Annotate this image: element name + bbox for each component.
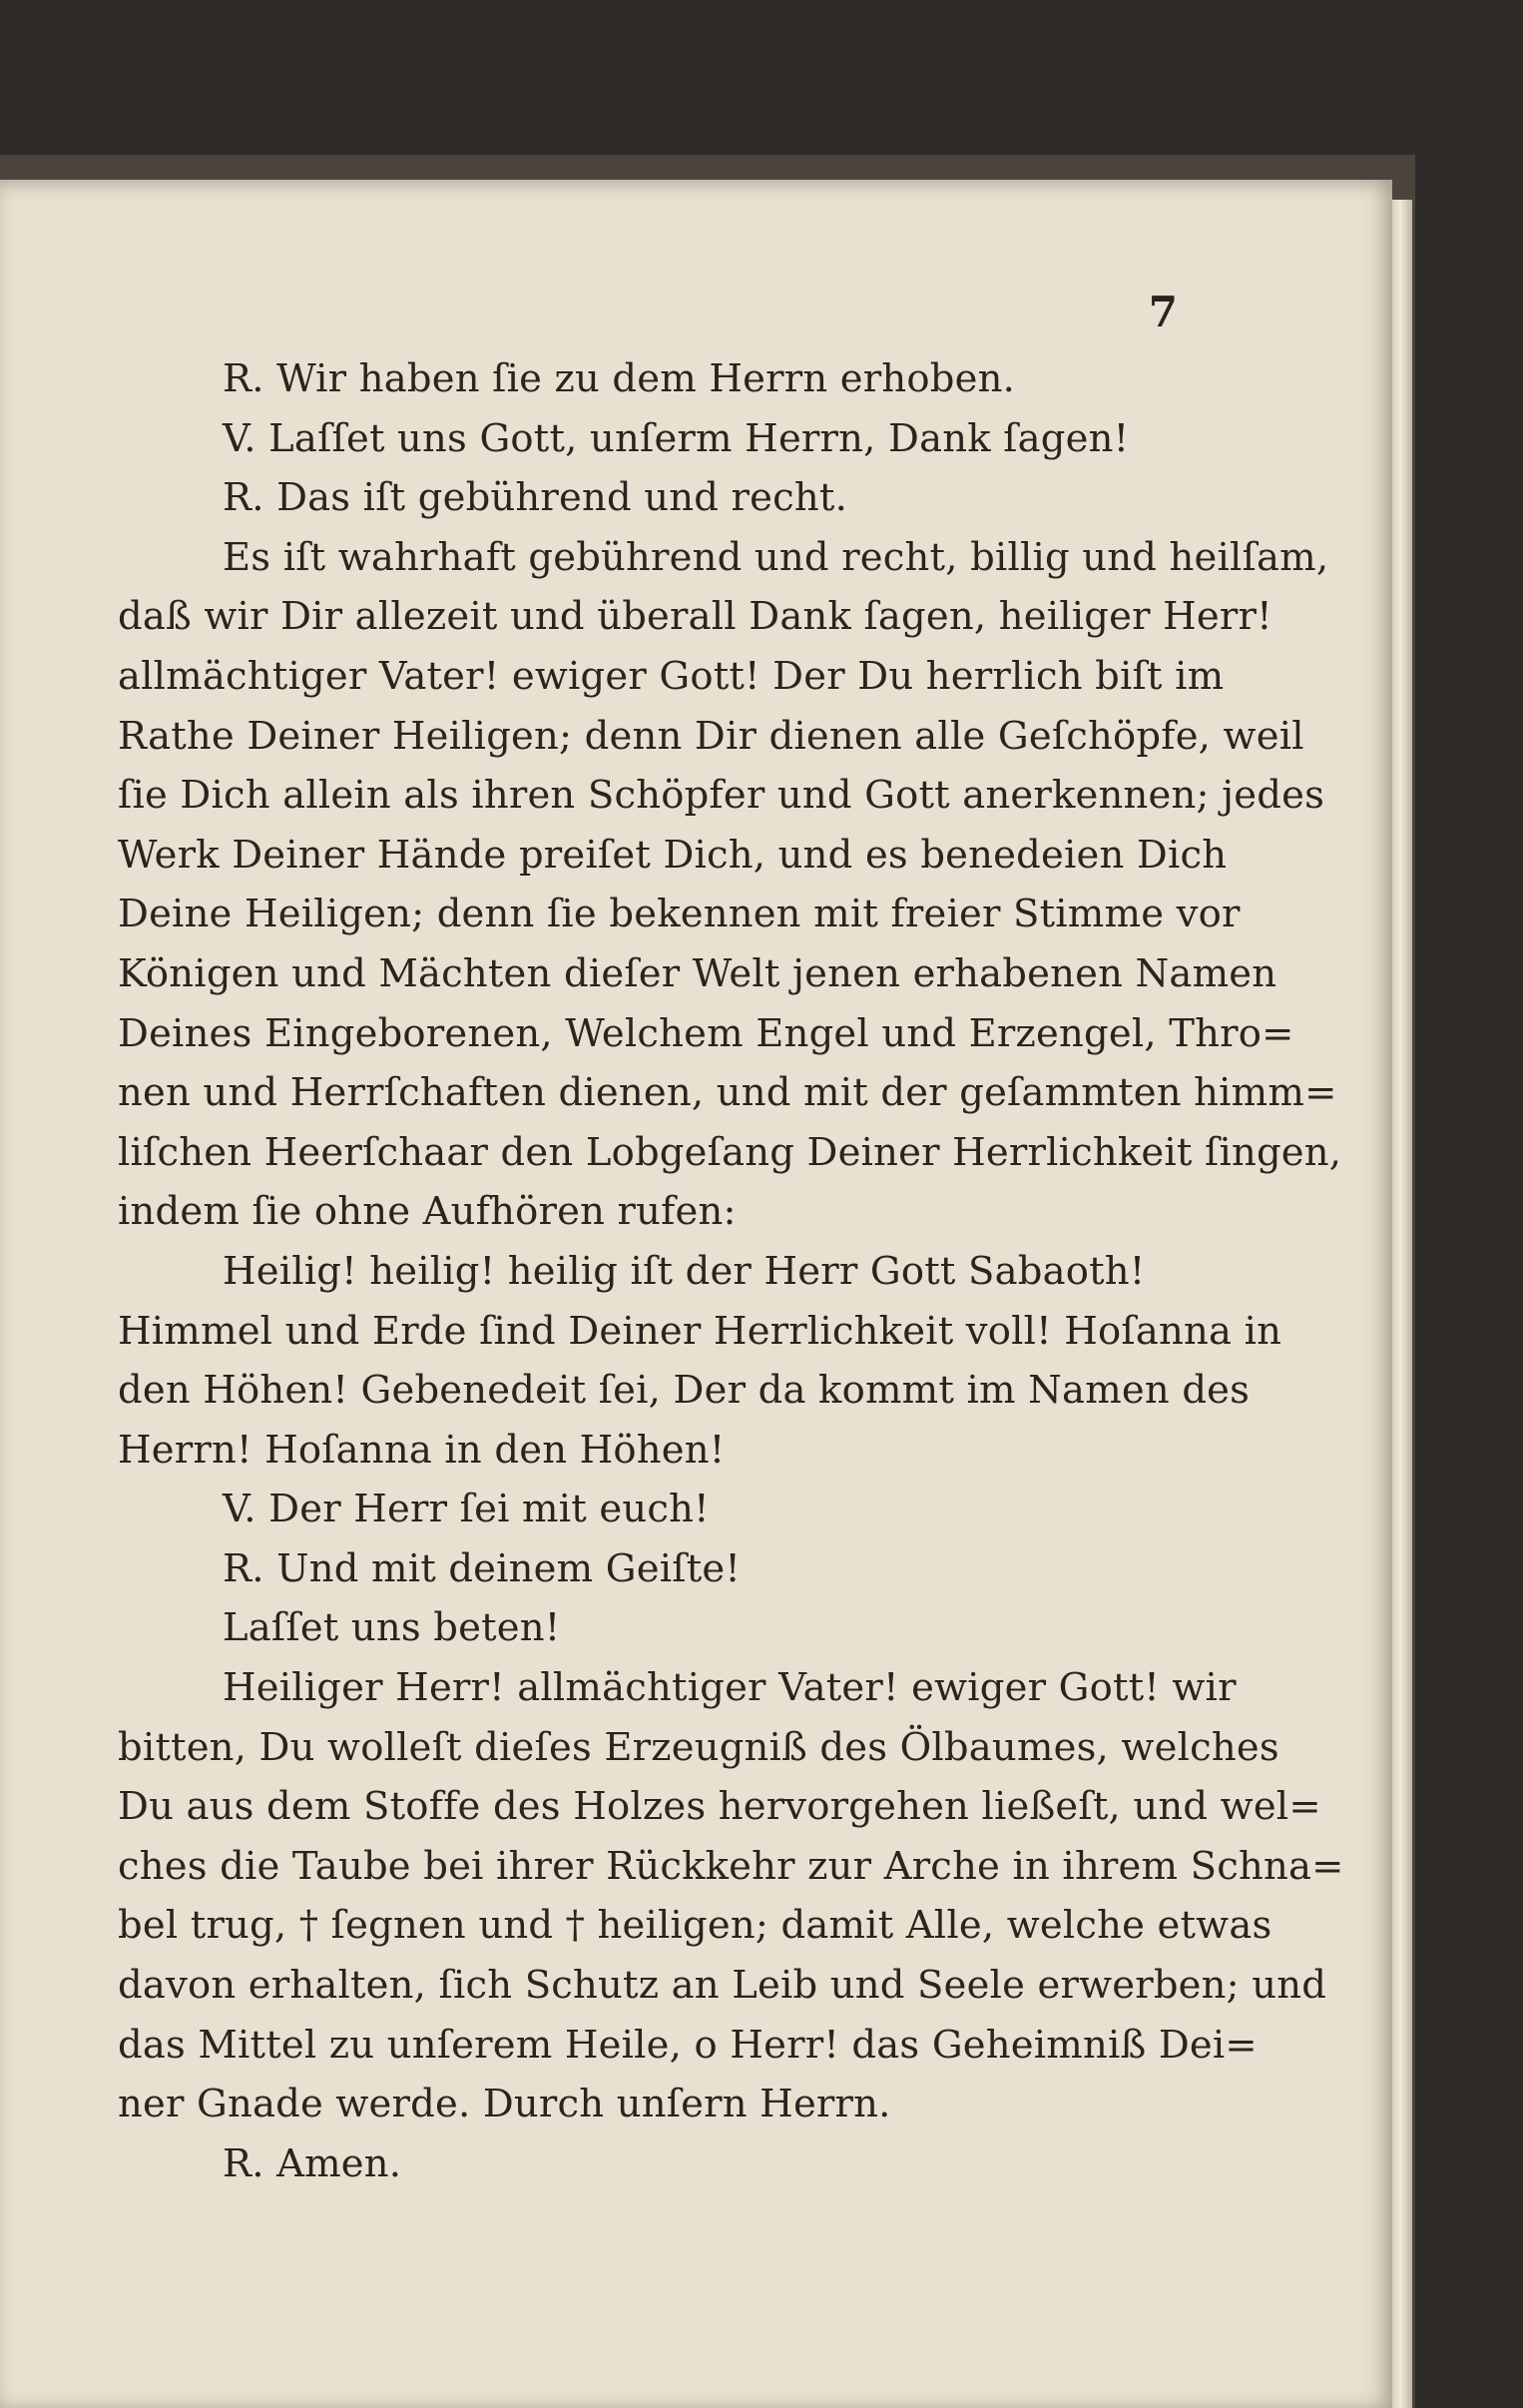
text-line: Du aus dem Stoffe des Holzes hervorgehen ließeſt, und wel= <box>118 1784 1321 1830</box>
text-line: bel trug, † ſegnen und † heiligen; damit Alle, welche etwas <box>118 1903 1272 1949</box>
text-line: Königen und Mächten dieſer Welt jenen erhabenen Namen <box>118 950 1277 996</box>
text-line: ner Gnade werde. Durch unſern Herrn. <box>118 2082 891 2127</box>
text-line: Heilig! heilig! heilig iſt der Herr Gott Sabaoth! <box>223 1248 1146 1294</box>
page-body-text <box>118 349 1344 2193</box>
text-line: indem ſie ohne Aufhören rufen: <box>118 1189 737 1235</box>
text-line: Werk Deiner Hände preiſet Dich, und es benedeien Dich <box>118 832 1228 878</box>
text-line: Rathe Deiner Heiligen; denn Dir dienen alle Geſchöpfe, weil <box>118 713 1304 759</box>
text-line: daß wir Dir allezeit und überall Dank ſagen, heiliger Herr! <box>118 594 1272 640</box>
text-line: das Mittel zu unſerem Heile, o Herr! das Geheimniß Dei= <box>118 2022 1258 2068</box>
text-line: liſchen Heerſchaar den Lobgeſang Deiner Herrlichkeit ſingen, <box>118 1129 1342 1175</box>
page-number: 7 <box>1148 288 1178 336</box>
text-line: R. Und mit deinem Geiſte! <box>223 1545 742 1591</box>
text-line: V. Laſſet uns Gott, unſerm Herrn, Dank ſagen! <box>223 415 1130 461</box>
text-line: V. Der Herr ſei mit euch! <box>223 1487 710 1532</box>
text-line: allmächtiger Vater! ewiger Gott! Der Du herrlich biſt im <box>118 653 1225 699</box>
text-line: Himmel und Erde ſind Deiner Herrlichkeit voll! Hoſanna in <box>118 1308 1282 1354</box>
text-line: davon erhalten, ſich Schutz an Leib und Seele erwerben; und <box>118 1963 1327 2009</box>
text-line: den Höhen! Gebenedeit ſei, Der da kommt im Namen des <box>118 1368 1251 1414</box>
text-line: Es iſt wahrhaft gebührend und recht, billig und heilſam, <box>223 534 1329 580</box>
text-line: nen und Herrſchaften dienen, und mit der geſammten himm= <box>118 1070 1337 1116</box>
text-line: R. Das iſt gebührend und recht. <box>223 475 848 521</box>
text-line: Herrn! Hoſanna in den Höhen! <box>118 1427 726 1473</box>
page-edge <box>1392 200 1412 2408</box>
text-line: Laſſet uns beten! <box>223 1605 561 1651</box>
text-line: Deine Heiligen; denn ſie bekennen mit freier Stimme vor <box>118 892 1241 937</box>
text-line: Heiliger Herr! allmächtiger Vater! ewiger Gott! wir <box>223 1665 1237 1711</box>
text-line: ches die Taube bei ihrer Rückkehr zur Arche in ihrem Schna= <box>118 1843 1344 1889</box>
text-line: ſie Dich allein als ihren Schöpfer und Gott anerkennen; jedes <box>118 773 1325 819</box>
text-line: Deines Eingeborenen, Welchem Engel und Erzengel, Thro= <box>118 1010 1294 1056</box>
text-line: R. Wir haben ſie zu dem Herrn erhoben. <box>223 356 1016 401</box>
text-line: bitten, Du wolleſt dieſes Erzeugniß des Ölbaumes, welches <box>118 1724 1279 1770</box>
text-line: R. Amen. <box>223 2140 402 2186</box>
